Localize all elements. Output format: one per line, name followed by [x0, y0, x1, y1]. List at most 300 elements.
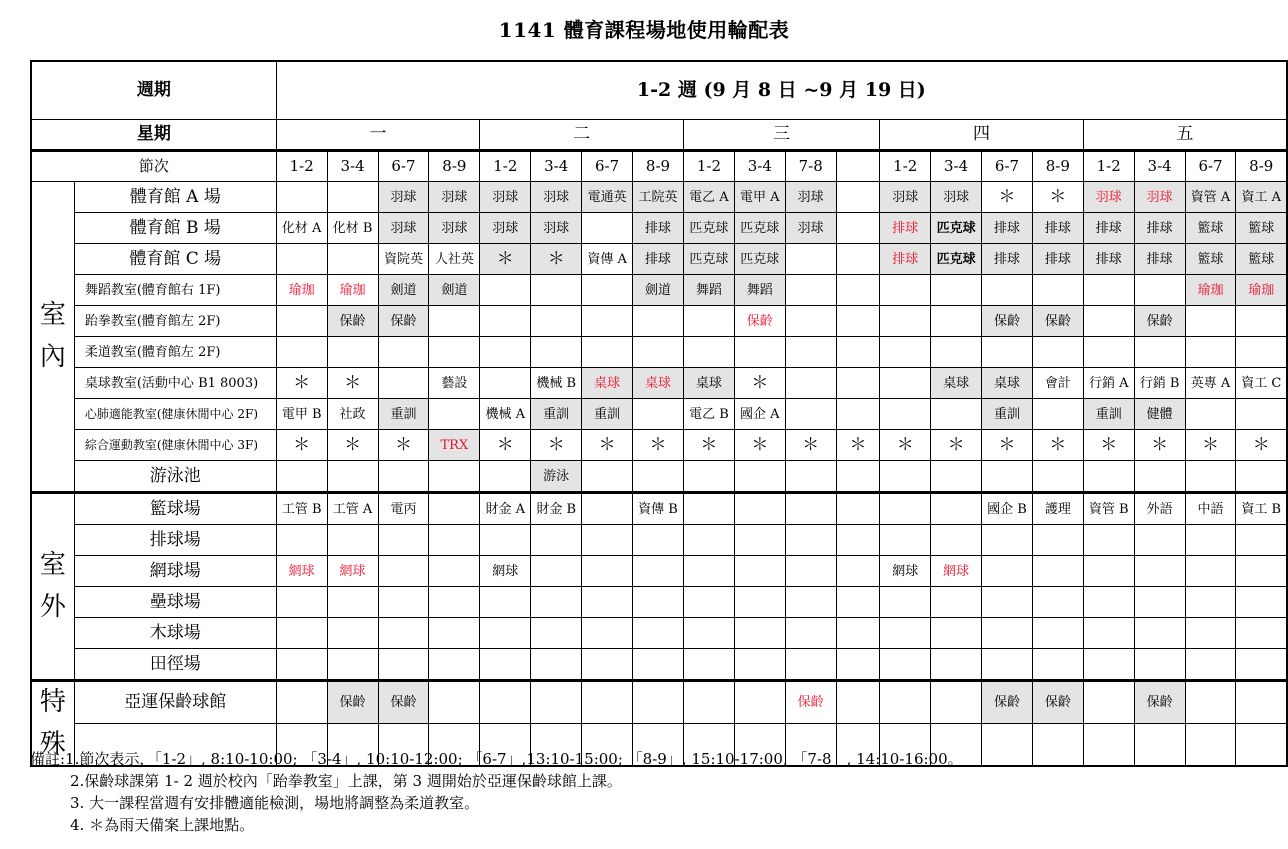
schedule-cell — [785, 493, 836, 525]
schedule-cell: 網球 — [327, 556, 378, 587]
venue-label: 體育館 C 場 — [74, 244, 276, 275]
schedule-cell: 重訓 — [1083, 399, 1134, 430]
schedule-cell: 籃球 — [1236, 244, 1287, 275]
schedule-cell — [1236, 525, 1287, 556]
schedule-cell — [480, 525, 531, 556]
schedule-cell: ＊ — [931, 430, 982, 461]
venue-label: 木球場 — [74, 618, 276, 649]
schedule-cell — [880, 461, 931, 493]
schedule-cell: 排球 — [880, 244, 931, 275]
period-cell: 1-2 — [480, 151, 531, 182]
venue-label: 跆拳教室(體育館左 2F) — [74, 306, 276, 337]
period-cell: 7-8 — [785, 151, 836, 182]
schedule-cell — [880, 618, 931, 649]
schedule-cell: 工管 A — [327, 493, 378, 525]
schedule-cell — [378, 618, 429, 649]
schedule-cell — [1083, 461, 1134, 493]
schedule-cell — [327, 182, 378, 213]
schedule-cell — [836, 213, 880, 244]
schedule-cell: 羽球 — [480, 182, 531, 213]
schedule-cell — [880, 306, 931, 337]
schedule-cell: ＊ — [276, 430, 327, 461]
schedule-cell: 籃球 — [1185, 213, 1236, 244]
schedule-cell: 羽球 — [429, 213, 480, 244]
schedule-cell — [531, 618, 582, 649]
schedule-cell: ＊ — [880, 430, 931, 461]
schedule-cell: 匹克球 — [734, 213, 785, 244]
schedule-cell — [785, 556, 836, 587]
schedule-cell: ＊ — [1134, 430, 1185, 461]
group-special: 特殊 — [31, 681, 74, 767]
period-label: 節次 — [31, 151, 276, 182]
schedule-cell: TRX — [429, 430, 480, 461]
schedule-cell — [429, 587, 480, 618]
schedule-cell — [931, 618, 982, 649]
schedule-cell: 資工 A — [1236, 182, 1287, 213]
schedule-cell — [582, 649, 633, 681]
schedule-cell — [734, 461, 785, 493]
schedule-cell — [982, 649, 1033, 681]
schedule-cell: 排球 — [1032, 213, 1083, 244]
schedule-cell — [429, 681, 480, 724]
schedule-cell: 匹克球 — [931, 213, 982, 244]
schedule-cell — [931, 399, 982, 430]
schedule-cell: 財金 B — [531, 493, 582, 525]
schedule-cell: 保齡 — [734, 306, 785, 337]
schedule-cell — [582, 275, 633, 306]
schedule-cell — [1083, 337, 1134, 368]
schedule-cell — [836, 556, 880, 587]
schedule-cell: ＊ — [683, 430, 734, 461]
schedule-cell: 桌球 — [633, 368, 684, 399]
schedule-cell: 羽球 — [1083, 182, 1134, 213]
schedule-cell: 保齡 — [327, 306, 378, 337]
schedule-cell — [836, 493, 880, 525]
period-cell: 6-7 — [582, 151, 633, 182]
schedule-cell — [880, 368, 931, 399]
schedule-cell — [836, 182, 880, 213]
period-cell: 1-2 — [880, 151, 931, 182]
schedule-cell — [1134, 649, 1185, 681]
schedule-cell: 排球 — [880, 213, 931, 244]
schedule-cell — [582, 618, 633, 649]
schedule-cell — [785, 306, 836, 337]
period-cell: 3-4 — [531, 151, 582, 182]
schedule-cell — [836, 525, 880, 556]
note-4: 4. ＊為雨天備案上課地點。 — [70, 816, 255, 834]
schedule-cell: 網球 — [480, 556, 531, 587]
schedule-cell — [1083, 556, 1134, 587]
schedule-cell — [1185, 649, 1236, 681]
schedule-cell — [785, 525, 836, 556]
schedule-cell — [982, 275, 1033, 306]
schedule-cell — [1236, 337, 1287, 368]
schedule-cell — [734, 556, 785, 587]
schedule-cell — [880, 399, 931, 430]
schedule-cell — [785, 461, 836, 493]
schedule-cell: ＊ — [276, 368, 327, 399]
schedule-cell — [582, 213, 633, 244]
schedule-cell — [931, 525, 982, 556]
schedule-cell: 資工 C — [1236, 368, 1287, 399]
schedule-cell: 重訓 — [982, 399, 1033, 430]
schedule-cell — [378, 461, 429, 493]
schedule-cell — [633, 461, 684, 493]
schedule-cell: 國企 B — [982, 493, 1033, 525]
schedule-cell — [1185, 525, 1236, 556]
schedule-cell — [531, 556, 582, 587]
schedule-cell — [633, 556, 684, 587]
schedule-cell: ＊ — [582, 430, 633, 461]
schedule-cell: 羽球 — [429, 182, 480, 213]
group-outdoor: 室外 — [31, 493, 74, 681]
schedule-cell — [429, 618, 480, 649]
schedule-cell: 羽球 — [785, 182, 836, 213]
schedule-cell: ＊ — [982, 182, 1033, 213]
schedule-cell: 保齡 — [1134, 306, 1185, 337]
schedule-cell — [582, 556, 633, 587]
schedule-cell — [1032, 587, 1083, 618]
schedule-cell — [880, 525, 931, 556]
schedule-cell — [429, 399, 480, 430]
schedule-cell — [836, 618, 880, 649]
week-range: 1-2 週 (9 月 8 日 ~9 月 19 日) — [276, 61, 1287, 120]
schedule-cell: ＊ — [378, 430, 429, 461]
schedule-cell: 劍道 — [429, 275, 480, 306]
schedule-cell — [785, 399, 836, 430]
schedule-cell — [429, 556, 480, 587]
period-cell: 3-4 — [327, 151, 378, 182]
schedule-cell — [1236, 587, 1287, 618]
schedule-cell: 網球 — [880, 556, 931, 587]
schedule-cell — [378, 587, 429, 618]
schedule-cell: ＊ — [1032, 182, 1083, 213]
schedule-cell — [931, 461, 982, 493]
venue-label: 舞蹈教室(體育館右 1F) — [74, 275, 276, 306]
period-cell: 8-9 — [1236, 151, 1287, 182]
schedule-cell — [1185, 556, 1236, 587]
schedule-cell: 電通英 — [582, 182, 633, 213]
schedule-cell: 籃球 — [1185, 244, 1236, 275]
schedule-cell — [276, 618, 327, 649]
schedule-cell: 財金 A — [480, 493, 531, 525]
day-thu: 四 — [880, 120, 1083, 151]
schedule-cell — [1236, 724, 1287, 767]
schedule-cell: ＊ — [633, 430, 684, 461]
schedule-cell — [480, 337, 531, 368]
schedule-cell — [931, 681, 982, 724]
schedule-cell: 資院英 — [378, 244, 429, 275]
schedule-cell — [633, 337, 684, 368]
schedule-cell: 排球 — [633, 213, 684, 244]
schedule-cell — [836, 681, 880, 724]
schedule-cell — [836, 337, 880, 368]
schedule-table — [30, 60, 1288, 767]
period-cell: 3-4 — [1134, 151, 1185, 182]
period-cell — [836, 151, 880, 182]
schedule-cell — [734, 649, 785, 681]
schedule-cell: 排球 — [982, 244, 1033, 275]
schedule-cell: 瑜珈 — [1236, 275, 1287, 306]
schedule-cell: 舞蹈 — [683, 275, 734, 306]
schedule-cell: 資管 A — [1185, 182, 1236, 213]
schedule-cell — [1032, 618, 1083, 649]
schedule-cell — [378, 368, 429, 399]
schedule-cell — [1236, 649, 1287, 681]
period-cell: 1-2 — [1083, 151, 1134, 182]
schedule-cell: ＊ — [327, 368, 378, 399]
schedule-cell — [480, 368, 531, 399]
venue-label: 網球場 — [74, 556, 276, 587]
schedule-cell — [982, 461, 1033, 493]
schedule-cell: 排球 — [982, 213, 1033, 244]
venue-label: 游泳池 — [74, 461, 276, 493]
venue-label: 排球場 — [74, 525, 276, 556]
schedule-cell: 保齡 — [1032, 306, 1083, 337]
schedule-cell: 外語 — [1134, 493, 1185, 525]
schedule-cell — [582, 306, 633, 337]
day-fri: 五 — [1083, 120, 1287, 151]
day-label: 星期 — [31, 120, 276, 151]
schedule-cell: 國企 A — [734, 399, 785, 430]
schedule-cell — [1032, 525, 1083, 556]
schedule-cell — [982, 556, 1033, 587]
schedule-cell — [836, 275, 880, 306]
venue-label: 籃球場 — [74, 493, 276, 525]
schedule-cell: 排球 — [1134, 244, 1185, 275]
schedule-cell: 電乙 B — [683, 399, 734, 430]
schedule-cell: ＊ — [327, 430, 378, 461]
schedule-cell: 瑜珈 — [276, 275, 327, 306]
schedule-cell — [836, 368, 880, 399]
day-tue: 二 — [480, 120, 684, 151]
schedule-cell — [582, 337, 633, 368]
schedule-cell — [1134, 337, 1185, 368]
schedule-cell — [633, 649, 684, 681]
schedule-cell — [1032, 649, 1083, 681]
schedule-cell: 行銷 B — [1134, 368, 1185, 399]
schedule-cell — [931, 649, 982, 681]
schedule-cell — [836, 587, 880, 618]
schedule-cell: ＊ — [1083, 430, 1134, 461]
schedule-cell — [734, 525, 785, 556]
period-cell: 8-9 — [429, 151, 480, 182]
schedule-cell: 藝設 — [429, 368, 480, 399]
schedule-cell — [785, 618, 836, 649]
schedule-cell: 匹克球 — [683, 244, 734, 275]
schedule-cell: 羽球 — [531, 213, 582, 244]
schedule-cell: 羽球 — [531, 182, 582, 213]
schedule-cell: 健體 — [1134, 399, 1185, 430]
schedule-cell — [531, 306, 582, 337]
schedule-cell — [931, 275, 982, 306]
schedule-cell — [1236, 399, 1287, 430]
venue-label: 體育館 B 場 — [74, 213, 276, 244]
schedule-cell — [1185, 587, 1236, 618]
schedule-cell: 電乙 A — [683, 182, 734, 213]
schedule-cell — [1083, 275, 1134, 306]
schedule-cell — [531, 649, 582, 681]
schedule-cell — [1032, 399, 1083, 430]
schedule-cell — [1134, 275, 1185, 306]
schedule-cell — [1134, 618, 1185, 649]
schedule-cell — [1185, 461, 1236, 493]
schedule-cell — [785, 368, 836, 399]
schedule-cell — [327, 525, 378, 556]
schedule-cell — [1083, 681, 1134, 724]
schedule-cell: 桌球 — [683, 368, 734, 399]
schedule-cell: 機械 A — [480, 399, 531, 430]
schedule-cell: 羽球 — [785, 213, 836, 244]
schedule-cell — [683, 587, 734, 618]
note-1: 備註:1.節次表示，「1-2」, 8:10-10:00; 「3-4」, 10:10-12:00; 「6-7」,13:10-15:00; 「8-9」, 15:10-17:00, 「7-8」, 14:10-16:00。 — [30, 750, 963, 768]
period-cell: 8-9 — [1032, 151, 1083, 182]
schedule-cell — [1236, 618, 1287, 649]
schedule-cell — [1185, 306, 1236, 337]
schedule-cell — [880, 587, 931, 618]
schedule-cell: 羽球 — [378, 213, 429, 244]
schedule-cell: 重訓 — [378, 399, 429, 430]
schedule-cell — [327, 649, 378, 681]
schedule-cell: 資工 B — [1236, 493, 1287, 525]
schedule-cell — [276, 681, 327, 724]
schedule-cell: 保齡 — [1134, 681, 1185, 724]
week-label: 週期 — [31, 61, 276, 120]
schedule-cell: 排球 — [1083, 244, 1134, 275]
schedule-cell — [582, 681, 633, 724]
schedule-cell: 電甲 A — [734, 182, 785, 213]
page-title: 1141 體育課程場地使用輪配表 — [498, 18, 790, 42]
schedule-cell — [785, 244, 836, 275]
schedule-cell — [880, 337, 931, 368]
schedule-cell: 羽球 — [931, 182, 982, 213]
venue-label: 心肺適能教室(健康休閒中心 2F) — [74, 399, 276, 430]
schedule-cell — [480, 618, 531, 649]
schedule-cell — [982, 618, 1033, 649]
note-3: 3. 大一課程當週有安排體適能檢測，場地將調整為柔道教室。 — [70, 794, 480, 812]
schedule-cell — [836, 649, 880, 681]
schedule-cell: 電甲 B — [276, 399, 327, 430]
schedule-cell: ＊ — [531, 430, 582, 461]
schedule-cell — [633, 399, 684, 430]
schedule-cell: 重訓 — [531, 399, 582, 430]
schedule-cell — [429, 306, 480, 337]
schedule-cell — [327, 587, 378, 618]
schedule-cell: 網球 — [931, 556, 982, 587]
schedule-cell — [327, 244, 378, 275]
schedule-cell: ＊ — [1185, 430, 1236, 461]
schedule-cell — [785, 275, 836, 306]
schedule-cell — [931, 587, 982, 618]
schedule-cell — [683, 525, 734, 556]
schedule-cell: ＊ — [480, 430, 531, 461]
schedule-cell — [931, 493, 982, 525]
schedule-cell — [582, 525, 633, 556]
schedule-cell: 工管 B — [276, 493, 327, 525]
schedule-cell — [531, 587, 582, 618]
period-cell: 1-2 — [276, 151, 327, 182]
schedule-cell: 保齡 — [1032, 681, 1083, 724]
schedule-cell: ＊ — [836, 430, 880, 461]
schedule-cell — [429, 525, 480, 556]
schedule-cell — [1134, 556, 1185, 587]
schedule-cell — [429, 461, 480, 493]
period-cell: 1-2 — [683, 151, 734, 182]
schedule-cell — [1032, 724, 1083, 767]
schedule-cell — [480, 275, 531, 306]
period-cell: 8-9 — [633, 151, 684, 182]
schedule-cell — [327, 618, 378, 649]
schedule-cell — [327, 337, 378, 368]
schedule-cell: ＊ — [734, 368, 785, 399]
schedule-cell — [582, 587, 633, 618]
schedule-cell — [1134, 461, 1185, 493]
schedule-cell: 羽球 — [880, 182, 931, 213]
schedule-cell: 保齡 — [982, 681, 1033, 724]
schedule-cell: 網球 — [276, 556, 327, 587]
schedule-cell — [836, 399, 880, 430]
schedule-cell — [1083, 306, 1134, 337]
notes — [30, 748, 963, 836]
schedule-cell — [531, 275, 582, 306]
schedule-cell — [480, 306, 531, 337]
venue-label: 壘球場 — [74, 587, 276, 618]
schedule-cell: 瑜珈 — [1185, 275, 1236, 306]
schedule-cell — [1032, 337, 1083, 368]
schedule-cell — [836, 306, 880, 337]
schedule-cell — [931, 306, 982, 337]
schedule-cell — [785, 337, 836, 368]
schedule-cell: 瑜珈 — [327, 275, 378, 306]
schedule-cell: 羽球 — [1134, 182, 1185, 213]
schedule-cell — [683, 681, 734, 724]
schedule-cell — [982, 724, 1033, 767]
schedule-cell — [480, 587, 531, 618]
note-2: 2.保齡球課第 1- 2 週於校內「跆拳教室」上課，第 3 週開始於亞運保齡球館上課。 — [70, 772, 622, 790]
schedule-cell — [1083, 649, 1134, 681]
schedule-cell — [276, 525, 327, 556]
schedule-cell — [327, 461, 378, 493]
schedule-cell: 匹克球 — [734, 244, 785, 275]
schedule-cell — [1134, 525, 1185, 556]
schedule-cell — [734, 337, 785, 368]
schedule-cell — [1185, 681, 1236, 724]
schedule-cell: 羽球 — [378, 182, 429, 213]
schedule-cell: ＊ — [982, 430, 1033, 461]
schedule-cell — [734, 618, 785, 649]
schedule-cell — [785, 587, 836, 618]
period-cell: 6-7 — [1185, 151, 1236, 182]
schedule-cell — [276, 337, 327, 368]
period-cell: 6-7 — [982, 151, 1033, 182]
schedule-cell — [531, 525, 582, 556]
schedule-cell — [480, 649, 531, 681]
schedule-cell: 中語 — [1185, 493, 1236, 525]
schedule-cell: 護理 — [1032, 493, 1083, 525]
schedule-cell — [880, 681, 931, 724]
schedule-cell — [1134, 587, 1185, 618]
schedule-cell — [982, 337, 1033, 368]
schedule-cell — [531, 681, 582, 724]
schedule-cell: 資管 B — [1083, 493, 1134, 525]
schedule-cell: 資傳 B — [633, 493, 684, 525]
group-indoor: 室內 — [31, 182, 74, 493]
schedule-cell — [1032, 556, 1083, 587]
schedule-cell: 桌球 — [982, 368, 1033, 399]
schedule-cell — [1236, 556, 1287, 587]
schedule-cell — [480, 461, 531, 493]
schedule-cell — [378, 556, 429, 587]
